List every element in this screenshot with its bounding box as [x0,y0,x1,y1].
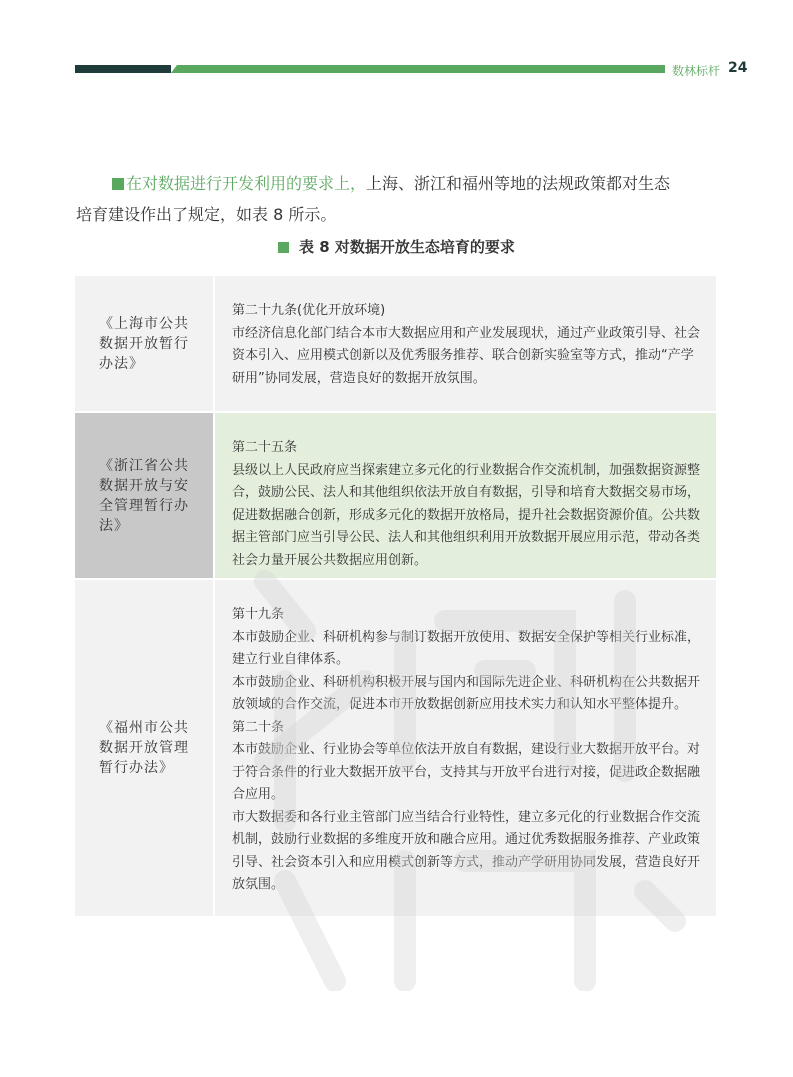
article-text: 本市鼓励企业、科研机构参与制订数据开放使用、数据安全保护等相关行业标准，建立行业自律体系。 [232,629,701,667]
table-title-text: 表 8 对数据开放生态培育的要求 [299,238,515,256]
article-heading: 第二十五条 [232,440,298,455]
article-heading: 第二十条 [232,719,285,735]
table-title [0,236,793,257]
law-content-cell [215,413,716,578]
header-bar [75,65,665,73]
intro-text-line2: 培育建设作出了规定，如表 8 所示。 [76,205,337,224]
article-text: 本市鼓励企业、科研机构积极开展与国内和国际先进企业、科研机构在公共数据开放领域的合作交流，促进本市开放数据创新应用技术实力和认知水平整体提升。 [232,674,701,712]
requirements-table [75,276,716,916]
article-heading: 第二十九条(优化开放环境) [232,303,386,318]
table-row [75,580,716,916]
intro-text-line1: 上海、浙江和福州等地的法规政策都对生态 [366,174,671,193]
law-content-cell [215,276,716,411]
bullet-square-icon [278,242,289,253]
article-text: 市大数据委和各行业主管部门应当结合行业特性，建立多元化的行业数据合作交流机制，鼓励行业数据的多维度开放和融合应用。通过优秀数据服务推荐、产业政策引导、社会资本引入和应用模式创新等方式，推动产学研用协同发展，营造良好开放氛围。 [232,809,701,892]
header-bar-green-segment [171,65,665,73]
intro-highlight: 在对数据进行开发利用的要求上， [126,174,367,193]
table-row [75,413,716,578]
law-content-cell [215,580,716,916]
header-bar-dark-segment [75,65,171,73]
article-text: 市经济信息化部门结合本市大数据应用和产业发展现状，通过产业政策引导、社会资本引入、应用模式创新以及优秀服务推荐、联合创新实验室等方式，推动“产学研用”协同发展，营造良好的数据开放氛围。 [232,325,701,386]
law-name-cell: 《上海市公共数据开放暂行办法》 [75,276,213,411]
table-row [75,276,716,411]
article-heading: 第十九条 [232,607,285,622]
page-number: 24 [728,60,748,76]
article-text: 县级以上人民政府应当探索建立多元化的行业数据合作交流机制，加强数据资源整合，鼓励公民、法人和其他组织依法开放自有数据，引导和培育大数据交易市场，促进数据融合创新，形成多元化的数据开放格局，提升社会数据资源价值。公共数据主管部门应当引导公民、法人和其他组织利用开放数据开展应用示范，带动各类社会力量开展公共数据应用创新。 [232,462,701,568]
bullet-square-icon [112,178,124,190]
law-name-cell: 《福州市公共数据开放管理暂行办法》 [75,580,213,916]
intro-paragraph [76,168,726,230]
article-text: 本市鼓励企业、行业协会等单位依法开放自有数据，建设行业大数据开放平台。对于符合条件的行业大数据开放平台，支持其与开放平台进行对接，促进政企数据融合应用。 [232,742,701,802]
brand-label: 数林标杆 [672,64,721,78]
law-name-cell: 《浙江省公共数据开放与安全管理暂行办法》 [75,413,213,578]
